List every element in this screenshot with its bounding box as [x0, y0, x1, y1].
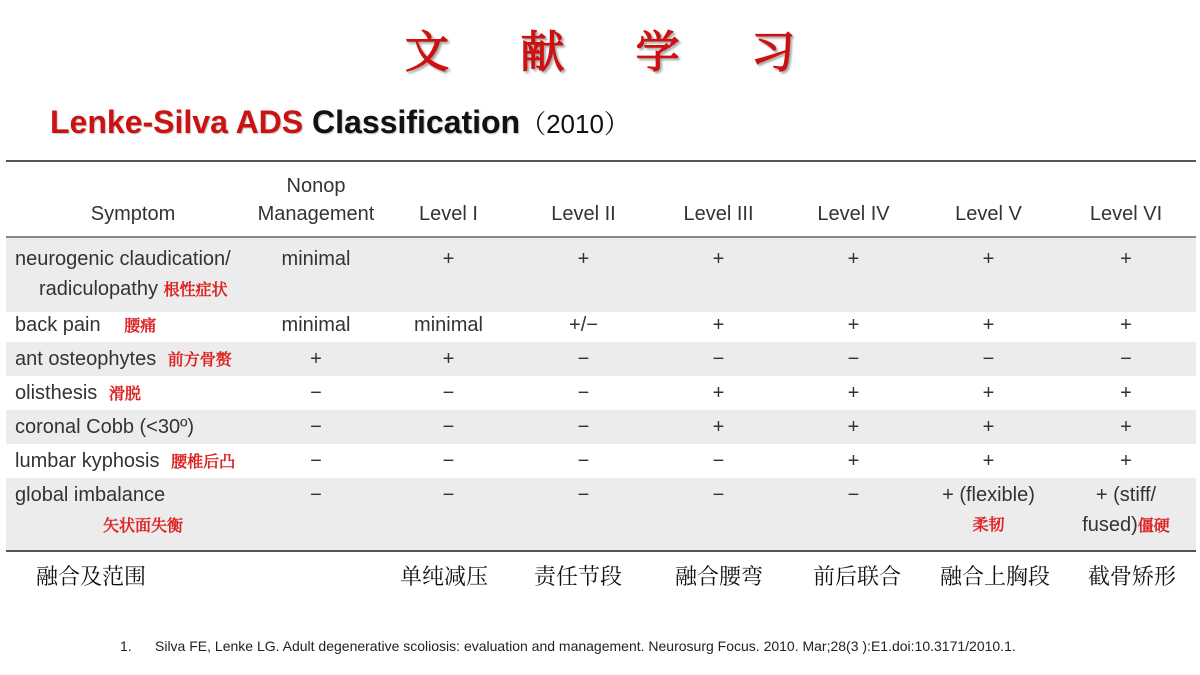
table-cell: + [982, 314, 995, 336]
table-cell: − [577, 348, 590, 370]
header-level-2: Level II [551, 203, 616, 225]
table-cell: − [310, 484, 322, 506]
table-cell: − [982, 348, 995, 370]
table-cell: minimal [414, 314, 483, 336]
chinese-note: 前方骨赘 [167, 350, 232, 369]
table-cell: − [577, 484, 590, 506]
table-row [6, 410, 1196, 444]
title-red-part: Lenke-Silva ADS [50, 104, 304, 140]
treatment-label: 融合腰弯 [675, 565, 764, 590]
table-cell: + [1120, 450, 1132, 472]
chinese-note: 矢状面失衡 [103, 516, 184, 535]
table-cell: + [712, 248, 725, 270]
slide-title: 文 献 学 习 [405, 27, 823, 78]
symptom-cell [6, 444, 251, 478]
table-cell: − [577, 450, 590, 472]
table-cell: − [712, 484, 725, 506]
table-cell: − [310, 416, 322, 438]
symptom-cell [6, 308, 251, 342]
table-cell: + [310, 348, 322, 370]
treatment-label: 融合及范围 [36, 565, 147, 590]
table-cell: + [982, 382, 995, 404]
header-nonop: Nonop Management [257, 175, 375, 225]
table-cell: − [1120, 348, 1132, 370]
chinese-note: 僵硬 [1137, 516, 1170, 535]
table-cell [921, 480, 1056, 550]
table-cell: + [982, 248, 995, 270]
treatment-label: 前后联合 [813, 565, 902, 590]
table-cell: + [847, 248, 860, 270]
header-level-3: Level III [683, 203, 754, 225]
table-row [6, 478, 1196, 550]
header-level-6: Level VI [1089, 203, 1163, 225]
table-cell: + [847, 382, 860, 404]
symptom-text: lumbar kyphosis [15, 450, 160, 472]
reference-citation [120, 638, 1016, 654]
table-cell: − [847, 348, 860, 370]
header-level-4: Level IV [817, 203, 890, 225]
symptom-text: olisthesis [15, 382, 98, 404]
table-cell: − [577, 382, 590, 404]
table-cell: + [1120, 248, 1132, 270]
table-cell: + [712, 416, 725, 438]
treatment-label: 单纯减压 [400, 565, 489, 590]
table-cell: + [577, 248, 590, 270]
header-level-1: Level I [419, 203, 478, 225]
symptom-text: neurogenic claudication/ [15, 248, 231, 270]
table-cell: − [442, 416, 455, 438]
treatment-label: 截骨矫形 [1088, 565, 1177, 590]
table-cell: − [442, 484, 455, 506]
table-cell: + [982, 416, 995, 438]
reference-text: Silva FE, Lenke LG. Adult degenerative scoliosis: evaluation and management. Neurosurg Focus. 2010. Mar;28(3 ):E1.doi:10.3171/2010.1. [155, 638, 1016, 654]
table-cell: + [1120, 382, 1132, 404]
table-cell: − [712, 450, 725, 472]
symptom-text: coronal Cobb (<30º) [15, 416, 195, 438]
level5-value: + (flexible) [942, 484, 1035, 506]
table-cell: − [847, 484, 860, 506]
symptom-cell [6, 244, 251, 312]
table-cell [1056, 480, 1196, 550]
table-cell: + [1120, 416, 1132, 438]
chinese-note: 腰痛 [124, 316, 157, 335]
reference-number: 1. [120, 638, 132, 654]
table-cell: + [982, 450, 995, 472]
treatment-label: 责任节段 [534, 565, 623, 590]
table-cell: + [847, 416, 860, 438]
table-row [6, 238, 1196, 312]
table-cell: minimal [281, 314, 351, 336]
table-row [6, 376, 1196, 410]
table-cell: + [847, 450, 860, 472]
chinese-note: 柔韧 [972, 515, 1005, 534]
symptom-cell [6, 376, 251, 410]
table-cell: + [1120, 314, 1132, 336]
table-row [6, 308, 1196, 342]
treatment-label: 融合上胸段 [940, 565, 1051, 590]
table-cell: − [442, 450, 455, 472]
chinese-note: 腰椎后凸 [171, 452, 236, 471]
symptom-text: global imbalance [15, 484, 166, 506]
table-cell: − [712, 348, 725, 370]
table-cell: minimal [281, 248, 351, 270]
table-cell: − [442, 382, 455, 404]
chinese-note: 根性症状 [163, 280, 228, 299]
table-cell: + [847, 314, 860, 336]
symptom-cell [6, 480, 251, 550]
symptom-text: back pain [15, 314, 101, 336]
table-row [6, 342, 1196, 376]
level6-value-line2: fused) [1082, 514, 1138, 536]
symptom-text: radiculopathy [39, 278, 158, 300]
symptom-text: ant osteophytes [15, 348, 157, 370]
title-year: （2010） [520, 109, 630, 139]
table-cell: +/− [569, 314, 598, 336]
table-cell: + [712, 314, 725, 336]
title-black-part: Classification [312, 104, 521, 140]
symptom-cell [6, 410, 251, 444]
header-level-5: Level V [955, 203, 1022, 225]
table-cell: − [310, 450, 322, 472]
treatment-labels-row [0, 560, 1200, 592]
table-row [6, 444, 1196, 478]
table-cell: + [712, 382, 725, 404]
classification-table [6, 160, 1196, 552]
table-cell: − [577, 416, 590, 438]
table-cell: + [442, 348, 455, 370]
level6-value: + (stiff/ [1095, 484, 1157, 506]
table-header-row [6, 162, 1196, 238]
symptom-cell [6, 342, 251, 376]
header-symptom: Symptom [90, 203, 176, 225]
table-cell: + [442, 248, 455, 270]
chinese-note: 滑脱 [108, 384, 141, 403]
table-cell: − [310, 382, 322, 404]
classification-title [50, 104, 630, 141]
